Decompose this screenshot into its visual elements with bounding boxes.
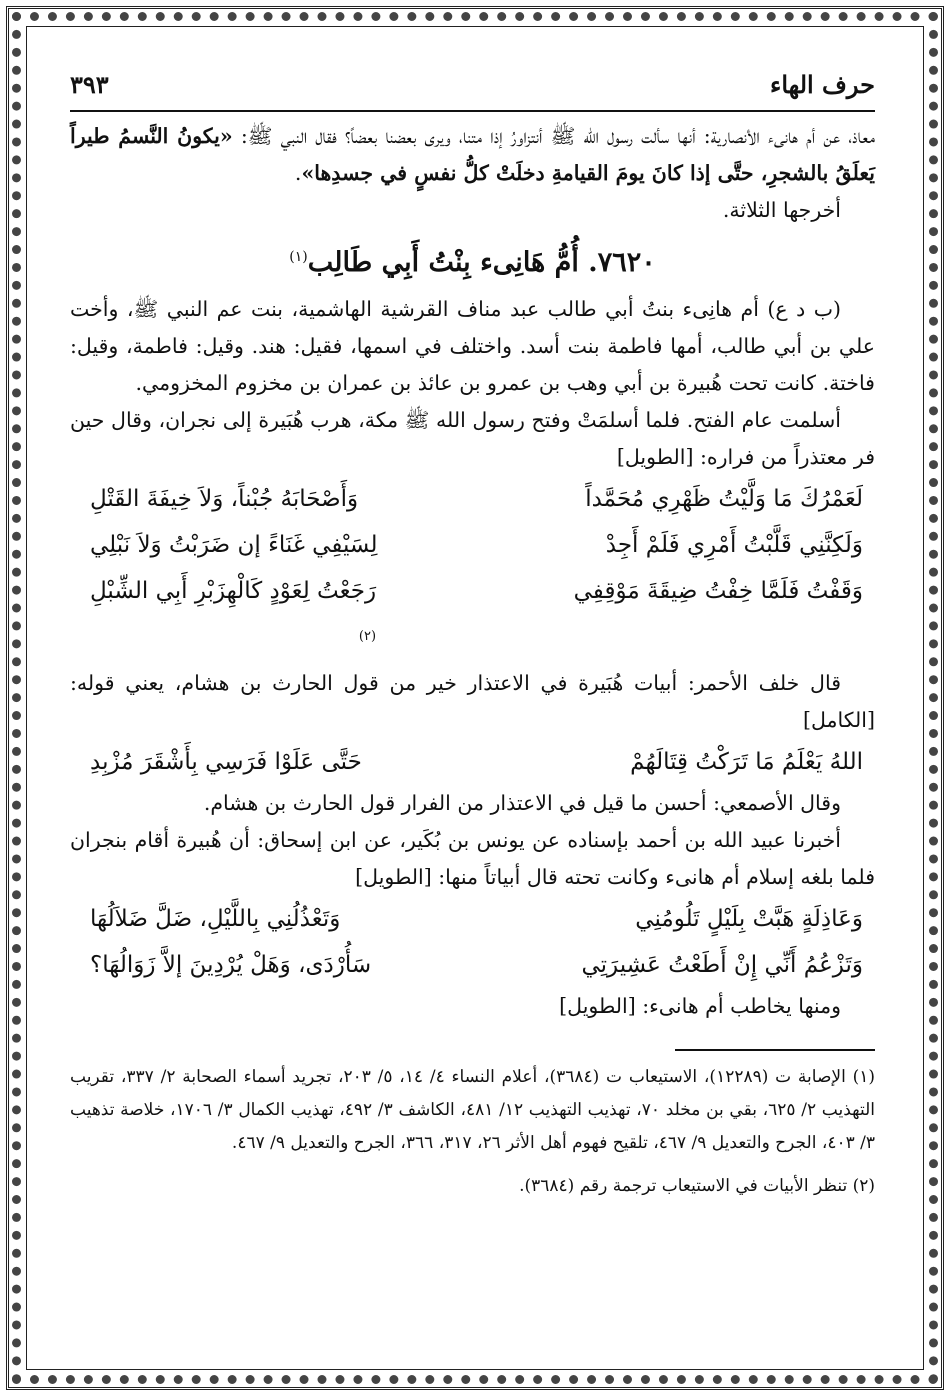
page-content [70,70,875,1336]
verse-line [70,896,875,942]
verse-line [70,568,875,665]
paragraph-isnad: أخبرنا عبيد الله بن أحمد بإسناده عن يونس بن بُكَير، عن ابن إسحاق: أن هُبيرة أقام بنجران فلما بلغه إسلام أم هانىء وكانت تحته قال أبياتاً منها: [الطويل] [70,827,875,889]
verse-first-hemistich: وَلَكِنَّنِي قَلَّبْتُ أَمْرِي فَلَمْ أَجِدْ [605,532,863,558]
footnote-separator [675,1049,875,1051]
footnote-marker-2: (٢) [358,629,377,644]
header-title: حرف الهاء [770,70,875,99]
main-text [70,118,875,1025]
verse-second-hemistich: وَأَصْحَابَهُ جُبْناً، وَلاَ خِيفَةَ القَتْلِ [90,486,359,512]
verse-second-hemistich: حَتَّى عَلَوْا فَرَسِي بِأَشْقَرَ مُزْبِدِ [90,748,362,775]
paragraph-biography: (ب د ع) أم هانِىء بنتُ أبي طالب عبد مناف القرشية الهاشمية، بنت عم النبي ﷺ، وأخت علي بن أبي طالب، أمها فاطمة بنت أسد. واختلف في اسمها، فقيل: هند. وقيل: فاطمة، وقيل: فاختة. كانت تحت هُبيرة بن أبي وهب بن عمرو بن عائذ بن عمران بن مخزوم المخزومي. [70,297,875,395]
verse-line [70,522,875,568]
verse-second-hemistich: وَتَعْذُلُنِي بِاللَّيْلِ، ضَلَّ ضَلاَلُهَا [90,905,341,932]
paragraph-asmai: وقال الأصمعي: أحسن ما قيل في الاعتذار من الفرار قول الحارث بن هشام. [203,790,841,815]
entry-heading-text: ٧٦٢٠. أُمُّ هَانِىء بِنْتُ أَبِي طَالِب [307,247,656,278]
poem-harith [70,739,875,785]
verse-first-hemistich: وَعَاذِلَةٍ هَبَّتْ بِلَيْلٍ تَلُومُنِي [635,905,863,932]
verse-line [70,942,875,988]
verse-line [70,739,875,785]
paragraph-address: ومنها يخاطب أم هانىء: [الطويل] [559,993,841,1018]
verse-first-hemistich: وَتَزْعُمُ أَنِّي إِنْ أَطَعْتُ عَشِيرَتِي [581,951,863,978]
running-header [70,70,875,112]
poem-hubayra-2 [70,896,875,988]
page-number: ٣٩٣ [70,70,109,99]
hadith-intro: معاذ، عن أم هانىء الأنصارية: أنها سألت رسول الله ﷺ أنتزاورُ إذا متنا، ويرى بعضنا بعضاً؟ فقال النبي ﷺ: [232,124,876,148]
verse-line [70,476,875,522]
entry-heading [70,231,875,289]
footnotes [70,1061,875,1203]
footnote-2: (٢) تنظر الأبيات في الاستيعاب ترجمة رقم (٣٦٨٤). [519,1175,875,1196]
poem-hubayra-1 [70,476,875,665]
verse-first-hemistich: لَعَمْرُكَ مَا وَلَّيْتُ ظَهْرِي مُحَمَّداً [585,486,863,512]
paragraph-khalaf: قال خلف الأحمر: أبيات هُبَيرة في الاعتذار خير من قول الحارث بن هشام، يعني قوله: [الكامل] [70,670,875,732]
verse-second-hemistich [90,568,376,665]
paragraph-takhrij: أخرجها الثلاثة. [722,198,841,222]
footnote-1: (١) الإصابة ت (١٢٢٨٩)، الاستيعاب ت (٣٦٨٤)، أعلام النساء ٤/ ١٤، ٥/ ٢٠٣، تجريد أسماء الصحابة ٢/ ٣٣٧، تقريب التهذيب ٢/ ٦٢٥، بقي بن مخلد ٧٠، تهذيب التهذيب ١٢/ ٤٨١، الكاشف ٣/ ٤٩٢، تهذيب الكمال ٣/ ١٧٠٦، خلاصة تذهيب ٣/ ٤٠٣، الجرح والتعديل ٩/ ٤٦٧، تلقيح فهوم أهل الأثر ٢٦، ٣١٧، ٣٦٦، الجرح والتعديل ٩/ ٤٦٧. [70,1066,876,1153]
paragraph-conversion: أسلمت عام الفتح. فلما أسلمَتْ وفتح رسول الله ﷺ مكة، هرب هُبَيرة إلى نجران، وقال حين فر معتذراً من فراره: [الطويل] [70,408,875,469]
verse-second-hemistich-text: رَجَعْتُ لِعَوْدٍ كَالْهِزَبْرِ أَبِي الشِّبْلِ [90,578,377,604]
hadith-end: . [294,161,302,185]
verse-first-hemistich: وَقَفْتُ فَلَمَّا خِفْتُ ضِيقَةَ مَوْقِفِي [573,578,863,604]
verse-second-hemistich: سَأُرْدَى، وَهَلْ يُرْدِينَ إلاَّ زَوَالُهَا؟ [90,951,372,978]
verse-second-hemistich: لِسَيْفِي غَنَاءً إن ضَرَبْتُ وَلاَ نَبْلِي [90,532,378,558]
hadith-quote: «يكونُ النَّسمُ طيراً يَعلَقُ بالشجرِ، حتَّى إذا كانَ يومَ القيامةِ دخلَتْ كلُّ نفسٍ في جسدِها» [70,124,875,185]
verse-first-hemistich: اللهُ يَعْلَمُ مَا تَرَكْتُ قِتَالَهُمْ [630,748,863,775]
footnote-marker-1: (١) [289,249,308,265]
paragraph-hadith [70,118,875,192]
